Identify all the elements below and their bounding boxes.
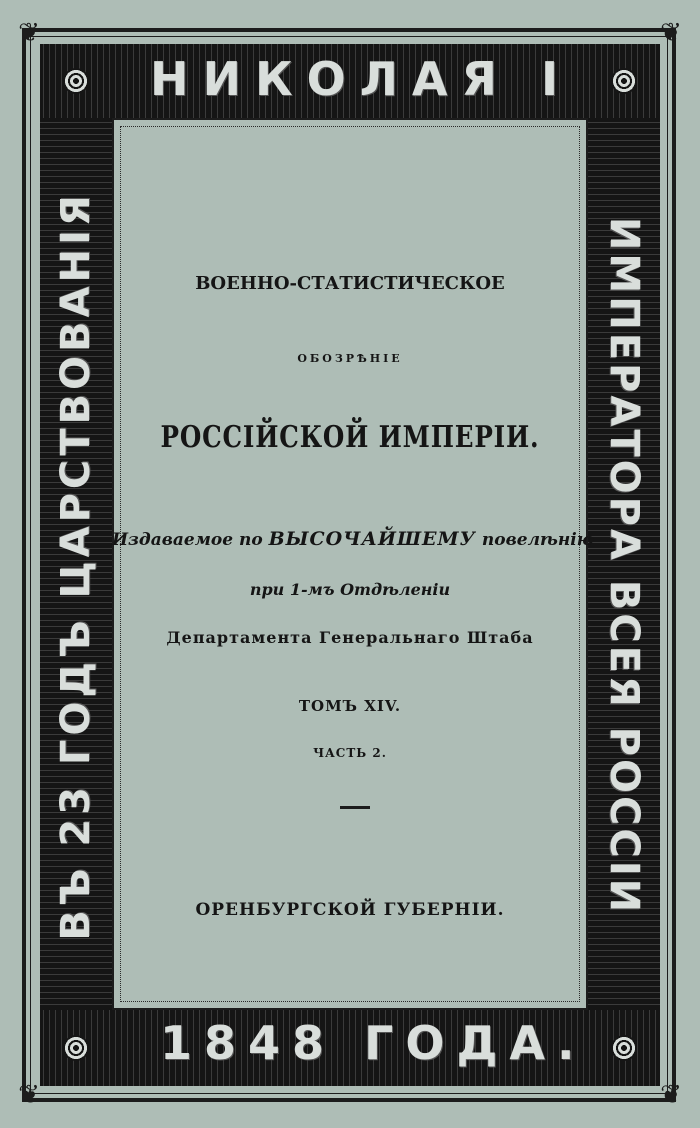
- publisher-line-1-post: повелѣнію: [481, 530, 594, 550]
- corner-ornament-icon: ❦: [660, 1080, 682, 1110]
- volume-label: ТОМЪ XIV.: [298, 697, 402, 715]
- border-left-text: ВЪ 23 ГОДЪ ЦАРСТВОВАНІЯ: [53, 191, 99, 941]
- publisher-line-2: при 1-мъ Отдѣленіи: [249, 580, 451, 599]
- publisher-line-1: [112, 528, 594, 550]
- divider-dash: [340, 806, 370, 809]
- rosette-icon: [611, 68, 637, 94]
- title-main: РОССІЙСКОЙ ИМПЕРІИ.: [160, 420, 540, 455]
- border-bottom-text: 1848 ГОДА.: [160, 1016, 587, 1070]
- border-top-text: НИКОЛАЯ I: [150, 52, 573, 106]
- subject-title: ОРЕНБУРГСКОЙ ГУБЕРНІИ.: [195, 900, 505, 920]
- border-right-text: ИМПЕРАТОРА ВСЕЯ РОССІИ: [601, 216, 647, 916]
- title-line-1: ВОЕННО-СТАТИСТИЧЕСКОЕ: [195, 273, 505, 294]
- corner-ornament-icon: ❦: [18, 1080, 40, 1110]
- title-line-2: ОБОЗРѢНІЕ: [297, 352, 403, 365]
- publisher-line-3: Департамента Генеральнаго Штаба: [166, 628, 534, 647]
- corner-ornament-icon: ❦: [18, 18, 40, 48]
- title-panel-dotted-rule: [120, 126, 580, 1002]
- part-label: ЧАСТЬ 2.: [313, 746, 387, 760]
- rosette-icon: [63, 68, 89, 94]
- rosette-icon: [611, 1035, 637, 1061]
- publisher-line-1-caps: ВЫСОЧАЙШЕМУ: [268, 528, 476, 550]
- publisher-line-1-pre: Издаваемое по: [112, 530, 263, 550]
- title-panel: [112, 118, 588, 1010]
- rosette-icon: [63, 1035, 89, 1061]
- corner-ornament-icon: ❦: [660, 18, 682, 48]
